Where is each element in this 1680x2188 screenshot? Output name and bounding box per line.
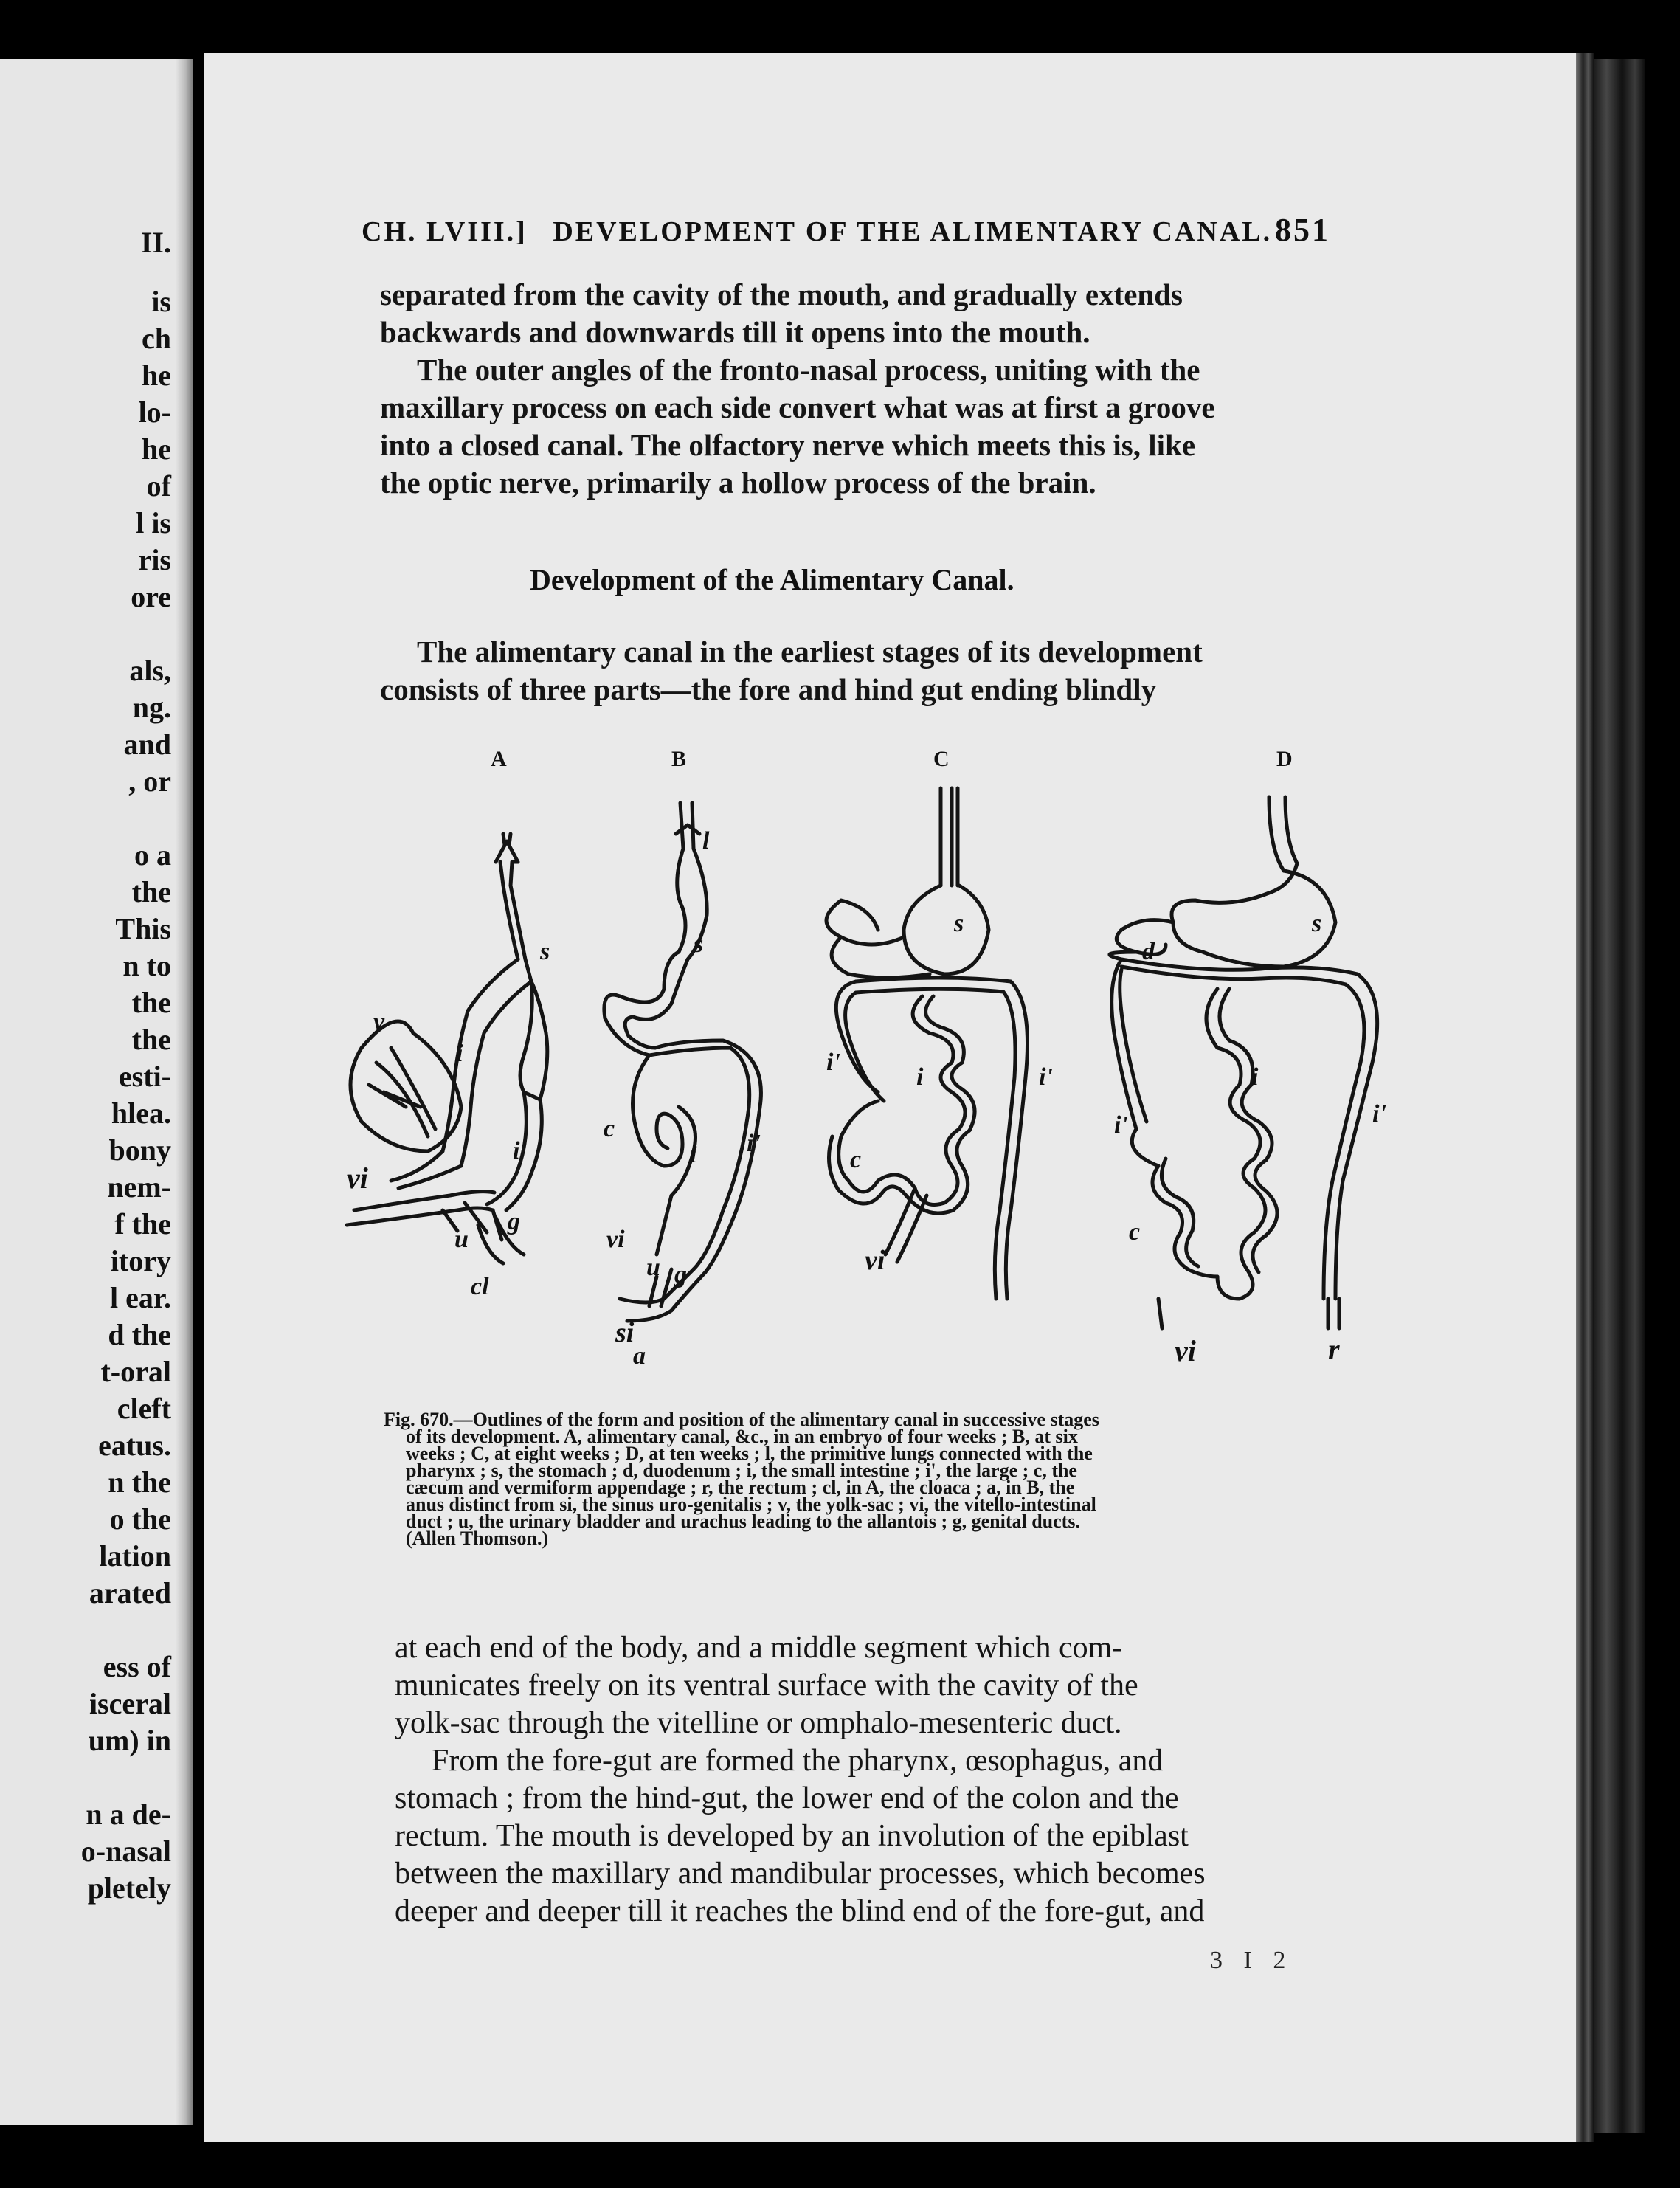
label-b-a: a: [633, 1342, 646, 1370]
figure-panel-b-drawing: [604, 803, 761, 1321]
figure-panel-d-drawing: [1110, 797, 1377, 1328]
text-line: deeper and deeper till it reaches the blind end of the fore-gut, and: [395, 1894, 1205, 1928]
label-a-v: v: [373, 1008, 385, 1035]
left-page-gutter: [176, 59, 193, 2125]
label-b-u: u: [646, 1254, 660, 1281]
label-d-i: i: [1251, 1063, 1259, 1091]
left-page-line: he: [142, 359, 171, 392]
left-page-line: o the: [109, 1502, 171, 1536]
label-c-c: c: [850, 1146, 862, 1173]
label-d-i-prime-right: i': [1372, 1100, 1386, 1128]
caption-line: of its development. A, alimentary canal, &c., in an embryo of four weeks ; B, at six: [406, 1426, 1078, 1447]
left-page-line: the: [131, 875, 171, 908]
label-c-i: i: [916, 1063, 924, 1091]
label-d-d: d: [1142, 938, 1155, 965]
caption-line: duct ; u, the urinary bladder and urachus leading to the allantois ; g, genital ducts.: [406, 1511, 1080, 1532]
left-page-line: l ear.: [110, 1281, 171, 1314]
label-d-c: c: [1129, 1218, 1141, 1246]
label-c-i-prime-right: i': [1039, 1063, 1053, 1091]
text-line: between the maxillary and mandibular processes, which becomes: [395, 1857, 1206, 1891]
left-page-line: and: [123, 728, 171, 761]
left-page-line: nem-: [107, 1170, 171, 1204]
left-page-line: l is: [136, 506, 171, 539]
text-line: separated from the cavity of the mouth, and gradually extends: [380, 277, 1183, 311]
text-line: rectum. The mouth is developed by an involution of the epiblast: [395, 1819, 1189, 1853]
label-b-c: c: [604, 1115, 615, 1142]
left-page-line: of: [146, 469, 171, 503]
text-line: The alimentary canal in the earliest stages of its development: [417, 635, 1203, 669]
top-paragraph: [380, 276, 1215, 502]
left-page-line: f the: [114, 1207, 171, 1240]
left-page-line: t-oral: [100, 1355, 171, 1388]
label-d-i-prime-left: i': [1114, 1111, 1128, 1139]
label-a-g: g: [508, 1208, 520, 1235]
label-c-vi: vi: [865, 1245, 885, 1276]
left-page-line: the: [131, 1023, 171, 1056]
left-page-line: II.: [140, 226, 171, 259]
text-line: into a closed canal. The olfactory nerve which meets this is, like: [380, 428, 1196, 462]
figure-caption: [384, 1411, 1099, 1547]
left-page-line: n the: [108, 1466, 171, 1499]
label-a-cl: cl: [471, 1273, 489, 1300]
left-page-line: cleft: [117, 1392, 171, 1425]
left-page-line: itory: [110, 1244, 171, 1277]
figure-panel-label-b: B: [671, 747, 687, 771]
left-page-line: ris: [138, 543, 171, 576]
left-page-line: lation: [99, 1539, 171, 1573]
label-a-i: i: [456, 1040, 463, 1067]
left-page-line: d the: [108, 1318, 171, 1351]
figure-panel-a-drawing: [347, 834, 547, 1263]
caption-line: (Allen Thomson.): [406, 1528, 549, 1549]
label-b-l: l: [702, 827, 710, 855]
label-a-u: u: [454, 1226, 469, 1253]
signature-mark: 3 I 2: [1210, 1947, 1293, 1974]
left-page-line: , or: [128, 765, 171, 798]
left-page-fragment: [0, 59, 193, 2125]
left-page-line: um) in: [88, 1724, 171, 1757]
left-page-line: bony: [108, 1133, 171, 1167]
label-b-vi: vi: [606, 1226, 625, 1253]
page-edge-shadow: [1576, 53, 1594, 2142]
label-b-s: s: [694, 931, 704, 958]
caption-line: Fig. 670.—Outlines of the form and position of the alimentary canal in successive stages: [384, 1409, 1099, 1430]
left-page-line: the: [131, 986, 171, 1019]
label-d-r: r: [1328, 1333, 1340, 1366]
label-c-i-prime-left: i': [826, 1049, 840, 1076]
left-page-line: hlea.: [111, 1097, 171, 1130]
section-heading: Development of the Alimentary Canal.: [530, 563, 1014, 596]
label-b-i-prime: i': [747, 1130, 761, 1157]
left-page-line: ng.: [132, 691, 171, 724]
left-page-line: o a: [134, 838, 171, 872]
alimentary-canal-figure: [310, 738, 1461, 1402]
text-line: the optic nerve, primarily a hollow process of the brain.: [380, 466, 1096, 500]
left-page-line: eatus.: [98, 1429, 171, 1462]
chapter-label: CH. LVIII.]: [362, 216, 528, 247]
label-a-vi: vi: [347, 1162, 368, 1195]
text-line: consists of three parts—the fore and hind gut ending blindly: [380, 672, 1157, 706]
text-line: stomach ; from the hind-gut, the lower end of the colon and the: [395, 1781, 1179, 1815]
left-page-line: arated: [89, 1576, 171, 1609]
left-page-line: ch: [142, 322, 171, 355]
label-a-i-prime: i': [513, 1137, 527, 1164]
header-title: DEVELOPMENT OF THE ALIMENTARY CANAL.: [553, 216, 1273, 247]
left-page-line: ore: [131, 580, 171, 613]
caption-line: pharynx ; s, the stomach ; d, duodenum ; i, the small intestine ; i', the large ; c, the: [406, 1460, 1077, 1481]
label-d-s: s: [1312, 910, 1322, 937]
left-page-line: ess of: [103, 1650, 171, 1683]
label-c-s: s: [954, 910, 964, 937]
book-edge: [1594, 59, 1645, 2133]
left-page-line: he: [142, 432, 171, 466]
text-line: yolk-sac through the vitelline or omphalo-mesenteric duct.: [395, 1706, 1122, 1740]
label-b-i: i: [690, 1141, 697, 1168]
figure-panel-label-d: D: [1276, 747, 1293, 771]
text-line: backwards and downwards till it opens into the mouth.: [380, 315, 1090, 349]
label-b-si: si: [615, 1317, 635, 1348]
caption-line: weeks ; C, at eight weeks ; D, at ten weeks ; l, the primitive lungs connected with the: [406, 1443, 1093, 1464]
left-page-line: isceral: [89, 1687, 171, 1720]
left-page-line: pletely: [87, 1871, 171, 1905]
intro-paragraph: [380, 633, 1203, 708]
left-page-line: als,: [129, 654, 171, 687]
label-d-vi: vi: [1175, 1334, 1196, 1367]
label-a-s: s: [540, 938, 550, 965]
figure-panel-c-drawing: [826, 788, 1028, 1299]
text-line: maxillary process on each side convert what was at first a groove: [380, 390, 1215, 424]
text-line: From the fore-gut are formed the pharynx, œsophagus, and: [432, 1744, 1164, 1778]
left-page-line: n a de-: [86, 1798, 171, 1831]
text-line: The outer angles of the fronto-nasal process, uniting with the: [417, 353, 1200, 387]
figure-panel-label-a: A: [491, 747, 507, 771]
left-page-line: This: [115, 912, 171, 945]
text-line: municates freely on its ventral surface with the cavity of the: [395, 1668, 1138, 1702]
left-page-line: is: [151, 285, 171, 318]
caption-line: cæcum and vermiform appendage ; r, the rectum ; cl, in A, the cloaca ; a, in B, the: [406, 1477, 1075, 1498]
left-page-line: lo-: [138, 396, 171, 429]
caption-line: anus distinct from si, the sinus uro-genitalis ; v, the yolk-sac ; vi, the vitello-intestinal: [406, 1494, 1096, 1515]
text-line: at each end of the body, and a middle segment which com-: [395, 1631, 1123, 1665]
left-page-line: o-nasal: [80, 1835, 171, 1868]
figure-panel-label-c: C: [933, 747, 950, 771]
page-number: 851: [1275, 212, 1330, 248]
left-page-line: n to: [122, 949, 171, 982]
body-paragraph: [395, 1629, 1206, 1930]
left-page-line: esti-: [118, 1060, 171, 1093]
label-b-g: g: [674, 1261, 687, 1288]
running-header: [362, 215, 1272, 248]
